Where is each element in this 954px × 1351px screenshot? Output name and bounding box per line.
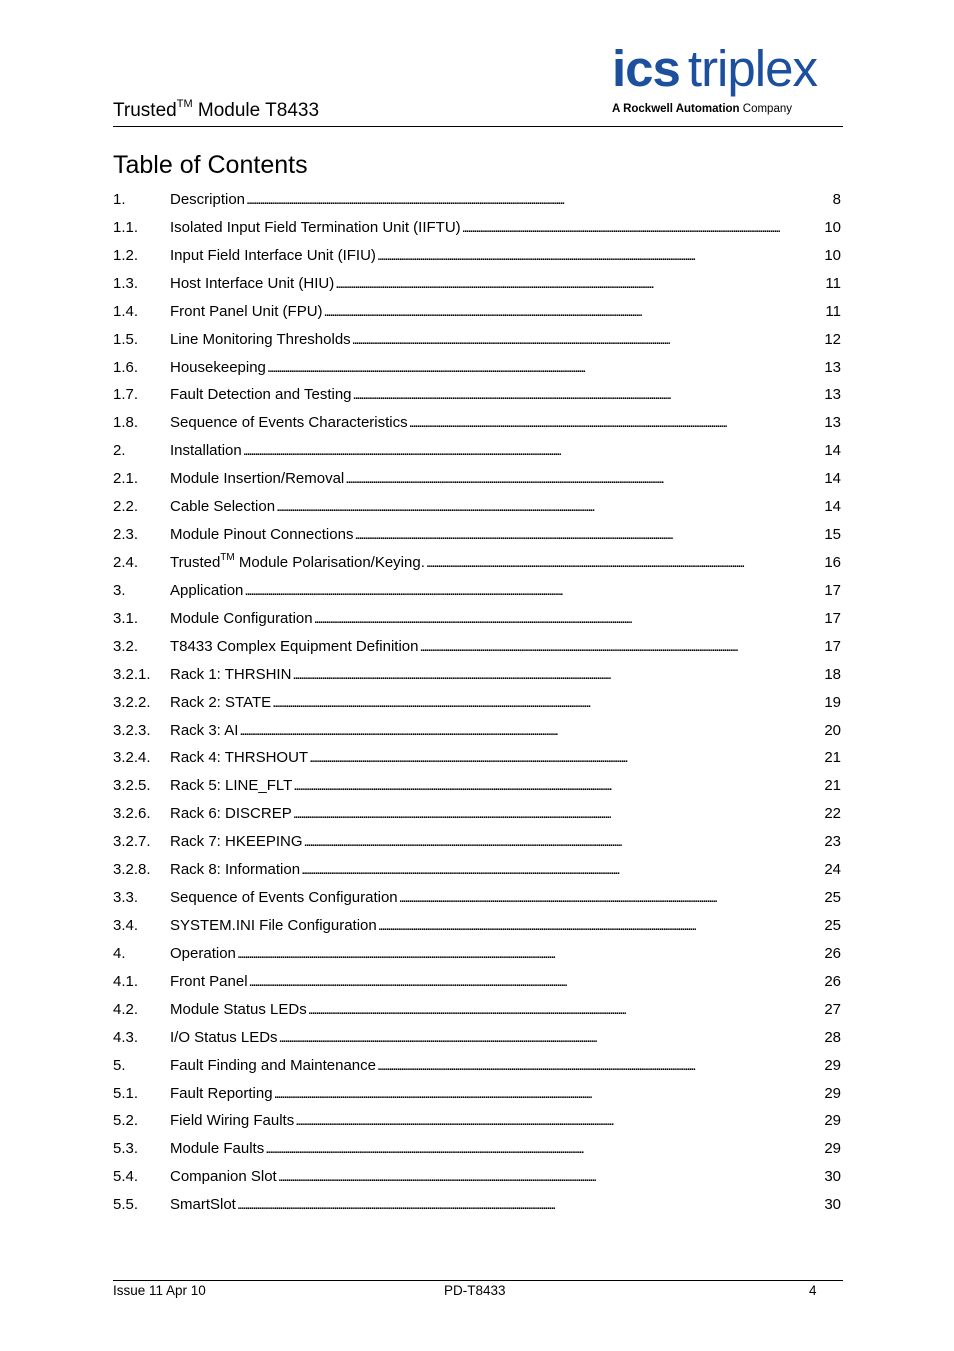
toc-entry-number: 3.3.: [113, 889, 139, 907]
logo-tagline: [612, 103, 792, 115]
toc-entry[interactable]: [113, 411, 841, 439]
toc-entry-body: [170, 272, 841, 296]
toc-entry-title: [170, 719, 238, 743]
toc-dot-leader: [335, 272, 824, 296]
toc-dot-leader: [377, 244, 823, 268]
toc-entry[interactable]: [113, 830, 841, 858]
footer-document-id: PD-T8433: [444, 1283, 506, 1298]
toc-entry-number: 5.1.: [113, 1084, 139, 1102]
toc-dot-leader: [377, 1054, 823, 1078]
toc-dot-leader: [301, 858, 823, 882]
toc-entry-body: [170, 579, 841, 603]
toc-entry[interactable]: [113, 858, 841, 886]
toc-entry-number: 1.4.: [113, 302, 139, 320]
toc-dot-leader: [274, 1082, 824, 1106]
toc-entry-page: 24: [824, 861, 841, 879]
toc-entry-title: [170, 383, 352, 407]
toc-entry-page: 16: [824, 553, 841, 571]
toc-dot-leader: [237, 1193, 823, 1217]
toc-entry-body: [170, 1082, 841, 1106]
toc-entry-title-text: Rack 5: LINE_FLT: [170, 777, 293, 795]
toc-entry[interactable]: [113, 495, 841, 523]
toc-entry-title-text: Module Pinout Connections: [170, 526, 354, 544]
toc-dot-leader: [304, 830, 824, 854]
toc-entry-title-text: Installation: [170, 442, 242, 460]
toc-entry-page: 19: [824, 693, 841, 711]
toc-entry-title: [170, 216, 461, 240]
toc-entry-page: 13: [824, 358, 841, 376]
footer-page-number: 4: [809, 1283, 817, 1298]
toc-dot-leader: [419, 635, 823, 659]
toc-entry[interactable]: [113, 914, 841, 942]
toc-entry-number: 4.3.: [113, 1028, 139, 1046]
header-title-prefix: Trusted: [113, 100, 177, 121]
toc-dot-leader: [462, 216, 824, 240]
toc-entry-page: 25: [824, 916, 841, 934]
toc-entry-body: [170, 244, 841, 268]
toc-entry-title-text-after: Module Polarisation/Keying.: [234, 553, 425, 571]
toc-entry-body: [170, 551, 841, 577]
toc-entry-body: [170, 635, 841, 659]
toc-dot-leader: [309, 746, 823, 770]
toc-entry-body: [170, 216, 841, 240]
toc-entry-page: 13: [824, 386, 841, 404]
toc-entry-page: 30: [824, 1168, 841, 1186]
toc-entry-body: [170, 1165, 841, 1189]
toc-entry-page: 14: [824, 498, 841, 516]
toc-dot-leader: [293, 802, 824, 826]
toc-entry-page: 11: [825, 274, 841, 292]
toc-entry-title-text: SmartSlot: [170, 1196, 236, 1214]
toc-entry-title: [170, 188, 245, 212]
ics-triplex-logo: [612, 42, 844, 122]
toc-entry-title: [170, 635, 418, 659]
toc-entry-page: 29: [824, 1112, 841, 1130]
toc-entry-number: 4.2.: [113, 1000, 139, 1018]
toc-entry-title: [170, 1165, 277, 1189]
toc-entry-title-text: Sequence of Events Configuration: [170, 889, 398, 907]
toc-entry-page: 8: [832, 191, 841, 208]
toc-entry-body: [170, 300, 841, 324]
toc-entry-title-text: Description: [170, 191, 246, 208]
toc-entry-title-text: Module Configuration: [170, 609, 313, 627]
toc-entry-number: 3.2.8.: [113, 861, 151, 879]
logo-word-ics: ics: [612, 40, 680, 97]
toc-dot-leader: [279, 1026, 824, 1050]
toc-entry-page: 26: [824, 944, 841, 962]
toc-entry-page: 17: [824, 581, 841, 599]
toc-entry-title-text: Fault Finding and Maintenance: [170, 1056, 376, 1074]
toc-entry-number: 1.7.: [113, 386, 139, 404]
toc-dot-leader: [265, 1137, 823, 1161]
toc-entry-title: [170, 970, 248, 994]
toc-dot-leader: [426, 551, 823, 575]
footer-divider: [113, 1280, 843, 1281]
toc-entry-title: [170, 746, 308, 770]
toc-entry[interactable]: [113, 244, 841, 272]
toc-entry-number: 3.: [113, 581, 126, 599]
toc-entry-title-text: Field Wiring Faults: [170, 1112, 295, 1130]
trademark-superscript: TM: [220, 551, 235, 563]
toc-entry-number: 5.5.: [113, 1196, 139, 1214]
toc-entry-body: [170, 439, 841, 463]
toc-dot-leader: [409, 411, 824, 435]
toc-dot-leader: [244, 579, 823, 603]
toc-entry[interactable]: [113, 1193, 841, 1221]
toc-entry-page: 14: [824, 470, 841, 488]
toc-dot-leader: [276, 495, 823, 519]
toc-entry-body: [170, 970, 841, 994]
toc-entry-body: [170, 1109, 841, 1133]
toc-entry-title: [170, 802, 292, 826]
toc-entry-number: 3.1.: [113, 609, 139, 627]
toc-entry-title: [170, 942, 236, 966]
toc-entry-title: [170, 356, 266, 380]
toc-entry[interactable]: [113, 523, 841, 551]
toc-entry[interactable]: [113, 272, 841, 300]
toc-entry-title: [170, 300, 323, 324]
toc-entry-title: [170, 328, 351, 352]
toc-entry-title-text: Module Faults: [170, 1140, 265, 1158]
logo-tagline-company: Company: [739, 103, 792, 115]
toc-entry[interactable]: [113, 551, 841, 579]
toc-entry[interactable]: [113, 663, 841, 691]
toc-entry-body: [170, 1026, 841, 1050]
toc-entry-body: [170, 328, 841, 352]
toc-entry-title: [170, 1026, 278, 1050]
toc-entry-body: [170, 1193, 841, 1217]
toc-dot-leader: [353, 383, 824, 407]
toc-entry-title-text: Host Interface Unit (HIU): [170, 274, 335, 292]
toc-entry-page: 29: [824, 1056, 841, 1074]
toc-entry-number: 3.2.2.: [113, 693, 151, 711]
toc-entry-number: 4.: [113, 944, 126, 962]
toc-heading: Table of Contents: [113, 151, 308, 179]
toc-entry[interactable]: [113, 942, 841, 970]
toc-entry-body: [170, 830, 841, 854]
toc-entry-title-text: Trusted: [170, 553, 221, 571]
toc-entry[interactable]: [113, 774, 841, 802]
toc-entry-title: [170, 663, 291, 687]
toc-entry-title: [170, 523, 353, 547]
toc-entry-body: [170, 858, 841, 882]
toc-entry-title: [170, 551, 425, 577]
toc-entry-body: [170, 188, 841, 212]
toc-entry-title-text: Module Status LEDs: [170, 1000, 307, 1018]
toc-entry-page: 28: [824, 1028, 841, 1046]
toc-entry[interactable]: [113, 1165, 841, 1193]
toc-entry-page: 17: [824, 609, 841, 627]
logo-word-triplex: triplex: [687, 40, 817, 97]
toc-entry-number: 1.3.: [113, 274, 139, 292]
toc-entry-body: [170, 523, 841, 547]
toc-entry-number: 3.2.: [113, 637, 139, 655]
toc-entry-number: 3.2.7.: [113, 833, 151, 851]
toc-entry-title-text: Front Panel: [170, 972, 248, 990]
toc-entry-body: [170, 495, 841, 519]
toc-dot-leader: [308, 998, 824, 1022]
toc-entry-number: 1.1.: [113, 218, 139, 236]
toc-entry-body: [170, 1137, 841, 1161]
toc-entry-title: [170, 691, 271, 715]
toc-dot-leader: [314, 607, 824, 631]
toc-entry-page: 12: [824, 330, 841, 348]
toc-dot-leader: [354, 523, 823, 547]
toc-entry[interactable]: [113, 216, 841, 244]
toc-entry-page: 29: [824, 1140, 841, 1158]
toc-entry-title: [170, 272, 334, 296]
toc-entry[interactable]: [113, 970, 841, 998]
toc-entry-page: 26: [824, 972, 841, 990]
toc-entry[interactable]: [113, 691, 841, 719]
toc-entry-page: 20: [824, 721, 841, 739]
toc-dot-leader: [295, 1109, 823, 1133]
logo-tagline-brand: A Rockwell Automation: [612, 103, 740, 115]
toc-entry-number: 2.1.: [113, 470, 139, 488]
toc-entry-body: [170, 914, 841, 938]
toc-entry-number: 2.4.: [113, 553, 139, 571]
toc-dot-leader: [246, 188, 832, 212]
toc-entry-body: [170, 802, 841, 826]
toc-entry[interactable]: [113, 383, 841, 411]
toc-entry-page: 29: [824, 1084, 841, 1102]
toc-entry-number: 3.2.1.: [113, 665, 151, 683]
toc-entry-number: 5.4.: [113, 1168, 139, 1186]
toc-entry-page: 22: [824, 805, 841, 823]
toc-entry-title-text: Rack 7: HKEEPING: [170, 833, 303, 851]
toc-entry-page: 18: [824, 665, 841, 683]
toc-entry-title-text: Line Monitoring Thresholds: [170, 330, 351, 348]
toc-entry-title: [170, 1109, 294, 1133]
toc-entry-number: 4.1.: [113, 972, 139, 990]
toc-entry[interactable]: [113, 802, 841, 830]
toc-entry-number: 5.3.: [113, 1140, 139, 1158]
toc-entry-title: [170, 579, 243, 603]
toc-entry-title: [170, 439, 242, 463]
toc-entry-body: [170, 383, 841, 407]
toc-entry[interactable]: [113, 1109, 841, 1137]
toc-entry-title-text: Module Insertion/Removal: [170, 470, 345, 488]
footer-issue: Issue 11 Apr 10: [113, 1283, 206, 1298]
toc-entry[interactable]: [113, 886, 841, 914]
toc-entry[interactable]: [113, 635, 841, 663]
toc-entry-title: [170, 774, 292, 798]
toc-entry-title: [170, 1054, 376, 1078]
toc-entry-title-text: I/O Status LEDs: [170, 1028, 278, 1046]
toc-entry-title: [170, 830, 303, 854]
toc-entry-title-text: Application: [170, 581, 244, 599]
toc-entry-body: [170, 886, 841, 910]
toc-dot-leader: [239, 719, 823, 743]
toc-dot-leader: [267, 356, 823, 380]
header-divider: [113, 126, 843, 127]
toc-dot-leader: [237, 942, 823, 966]
toc-entry-title: [170, 244, 376, 268]
toc-dot-leader: [324, 300, 825, 324]
toc-entry-page: 14: [824, 442, 841, 460]
toc-entry[interactable]: [113, 356, 841, 384]
toc-entry-page: 13: [824, 414, 841, 432]
toc-entry[interactable]: [113, 467, 841, 495]
toc-entry-number: 3.2.4.: [113, 749, 151, 767]
toc-entry-title-text: T8433 Complex Equipment Definition: [170, 637, 419, 655]
toc-entry[interactable]: [113, 719, 841, 747]
toc-entry-title: [170, 467, 344, 491]
toc-entry-title: [170, 607, 313, 631]
toc-entry-number: 2.: [113, 442, 126, 460]
toc-entry-page: 30: [824, 1196, 841, 1214]
toc-entry-title: [170, 914, 377, 938]
toc-entry-title-text: Rack 1: THRSHIN: [170, 665, 292, 683]
toc-entry-title-text: Rack 4: THRSHOUT: [170, 749, 309, 767]
toc-entry-title-text: Isolated Input Field Termination Unit (IIFTU): [170, 218, 461, 236]
toc-entry-body: [170, 719, 841, 743]
toc-entry-number: 1.8.: [113, 414, 139, 432]
toc-dot-leader: [293, 774, 823, 798]
toc-dot-leader: [378, 914, 824, 938]
toc-entry-page: 25: [824, 889, 841, 907]
toc-entry-number: 3.2.5.: [113, 777, 151, 795]
toc-entry-title-text: Input Field Interface Unit (IFIU): [170, 246, 376, 264]
toc-entry[interactable]: [113, 1082, 841, 1110]
toc-entry-body: [170, 746, 841, 770]
toc-entry-body: [170, 411, 841, 435]
toc-entry-number: 3.4.: [113, 916, 139, 934]
toc-entry[interactable]: [113, 746, 841, 774]
toc-entry-body: [170, 774, 841, 798]
toc-entry-body: [170, 607, 841, 631]
toc-dot-leader: [345, 467, 823, 491]
toc-entry-title-text: Rack 8: Information: [170, 861, 301, 879]
toc-dot-leader: [243, 439, 824, 463]
toc-entry-page: 21: [824, 777, 841, 795]
toc-entry-title: [170, 1137, 264, 1161]
toc-entry-body: [170, 942, 841, 966]
toc-entry-page: 27: [824, 1000, 841, 1018]
toc-entry-title-text: Housekeeping: [170, 358, 266, 376]
table-of-contents: [113, 188, 841, 1221]
toc-entry-body: [170, 691, 841, 715]
toc-entry-body: [170, 998, 841, 1022]
toc-dot-leader: [272, 691, 823, 715]
toc-entry-title-text: Rack 6: DISCREP: [170, 805, 292, 823]
toc-entry-title-text: SYSTEM.INI File Configuration: [170, 916, 377, 934]
toc-entry-page: 10: [824, 218, 841, 236]
toc-entry[interactable]: [113, 1054, 841, 1082]
toc-entry-number: 2.2.: [113, 498, 139, 516]
toc-entry-number: 1.: [113, 191, 126, 208]
toc-entry-title: [170, 495, 275, 519]
toc-entry-title: [170, 1082, 273, 1106]
toc-entry-title-text: Companion Slot: [170, 1168, 277, 1186]
toc-entry-title-text: Rack 3: AI: [170, 721, 239, 739]
toc-entry-title: [170, 998, 307, 1022]
toc-entry[interactable]: [113, 998, 841, 1026]
toc-entry[interactable]: [113, 1137, 841, 1165]
toc-entry-number: 1.2.: [113, 246, 139, 264]
toc-entry-page: 23: [824, 833, 841, 851]
toc-entry-title: [170, 411, 408, 435]
toc-entry-title-text: Sequence of Events Characteristics: [170, 414, 408, 432]
toc-entry-number: 3.2.6.: [113, 805, 151, 823]
toc-entry[interactable]: [113, 579, 841, 607]
toc-entry-title-text: Front Panel Unit (FPU): [170, 302, 323, 320]
toc-entry-number: 1.5.: [113, 330, 139, 348]
toc-entry-title: [170, 1193, 236, 1217]
toc-dot-leader: [249, 970, 824, 994]
toc-entry-title-text: Fault Reporting: [170, 1084, 273, 1102]
toc-entry-page: 10: [824, 246, 841, 264]
toc-entry[interactable]: [113, 300, 841, 328]
toc-entry-number: 3.2.3.: [113, 721, 151, 739]
toc-entry-title-text: Rack 2: STATE: [170, 693, 272, 711]
toc-entry-number: 2.3.: [113, 526, 139, 544]
toc-entry-number: 1.6.: [113, 358, 139, 376]
toc-dot-leader: [292, 663, 823, 687]
toc-entry[interactable]: [113, 1026, 841, 1054]
toc-entry-title: [170, 858, 300, 882]
toc-entry-body: [170, 1054, 841, 1078]
toc-entry-page: 21: [824, 749, 841, 767]
toc-entry-page: 11: [825, 302, 841, 320]
toc-dot-leader: [399, 886, 824, 910]
toc-entry-title-text: Cable Selection: [170, 498, 276, 516]
logo-wordmark: [612, 42, 844, 96]
toc-entry[interactable]: [113, 328, 841, 356]
toc-entry-number: 5.: [113, 1056, 126, 1074]
toc-dot-leader: [352, 328, 824, 352]
trademark-superscript: TM: [176, 98, 193, 110]
toc-dot-leader: [278, 1165, 824, 1189]
toc-entry-title-text: Operation: [170, 944, 236, 962]
toc-entry-body: [170, 467, 841, 491]
toc-entry-title: [170, 886, 398, 910]
toc-entry-title-text: Fault Detection and Testing: [170, 386, 352, 404]
toc-entry-page: 17: [824, 637, 841, 655]
toc-entry[interactable]: [113, 439, 841, 467]
document-header-title: [113, 100, 319, 122]
toc-entry-body: [170, 663, 841, 687]
toc-entry[interactable]: [113, 607, 841, 635]
toc-entry-body: [170, 356, 841, 380]
toc-entry-page: 15: [824, 526, 841, 544]
header-title-suffix: Module T8433: [192, 100, 320, 121]
toc-entry-number: 5.2.: [113, 1112, 139, 1130]
toc-entry[interactable]: [113, 188, 841, 216]
